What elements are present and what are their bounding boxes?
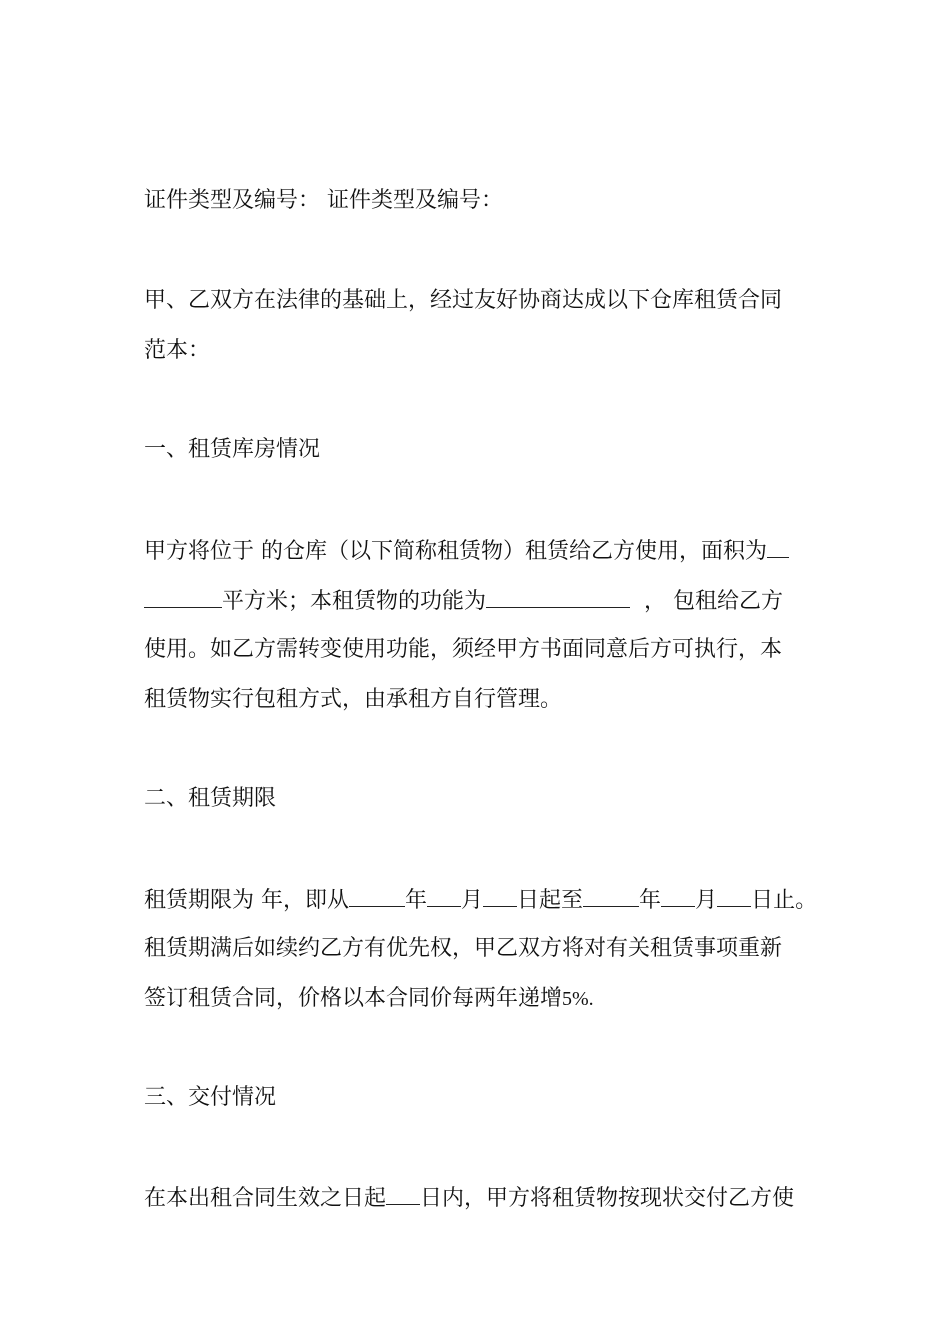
section-3-heading: 三、交付情况 xyxy=(144,1085,277,1110)
section-1-line-4: 租赁物实行包租方式，由承租方自行管理。 xyxy=(144,687,563,712)
end-year-label: 年 xyxy=(639,888,662,913)
function-blank xyxy=(486,585,630,608)
section-2-line-2: 租赁期满后如续约乙方有优先权，甲乙双方将对有关租赁事项重新 xyxy=(144,936,783,961)
intro-line-1: 甲、乙双方在法律的基础上，经过友好协商达成以下仓库租赁合同 xyxy=(144,288,783,313)
term-text: 租赁期限为 年，即从 xyxy=(144,888,349,913)
section-1-line-2-text-b: ， 包租给乙方 xyxy=(644,589,784,614)
end-day-blank xyxy=(717,884,751,907)
section-1-heading: 一、租赁库房情况 xyxy=(144,437,321,462)
section-1-line-1 xyxy=(144,535,824,567)
section-1-line-2-text-a: 平方米；本租赁物的功能为 xyxy=(222,589,487,614)
increase-rate: 5%. xyxy=(562,988,594,1010)
area-blank xyxy=(144,585,222,608)
section-1-line-2 xyxy=(144,585,824,617)
delivery-days-blank xyxy=(386,1182,420,1205)
start-day-label: 日起至 xyxy=(517,888,584,913)
section-1-line-3: 使用。如乙方需转变使用功能，须经甲方书面同意后方可执行，本 xyxy=(144,637,783,662)
start-year-blank xyxy=(349,884,405,907)
id-type-line: 证件类型及编号： 证件类型及编号： xyxy=(144,188,503,213)
delivery-text-b: 日内，甲方将租赁物按现状交付乙方使 xyxy=(420,1186,795,1211)
end-month-blank xyxy=(661,884,695,907)
increase-text: 签订租赁合同，价格以本合同价每两年递增 xyxy=(144,986,563,1011)
intro-line-2: 范本： xyxy=(144,338,211,363)
section-2-line-3 xyxy=(144,984,824,1014)
end-month-label: 月 xyxy=(695,888,718,913)
start-year-label: 年 xyxy=(405,888,428,913)
section-2-line-1 xyxy=(144,884,844,916)
section-2-heading: 二、租赁期限 xyxy=(144,786,277,811)
section-3-line-1 xyxy=(144,1182,824,1214)
delivery-text-a: 在本出租合同生效之日起 xyxy=(144,1186,387,1211)
end-year-blank xyxy=(583,884,639,907)
area-blank-start xyxy=(767,535,789,558)
start-month-label: 月 xyxy=(461,888,484,913)
section-1-line-1-text: 甲方将位于 的仓库（以下简称租赁物）租赁给乙方使用，面积为 xyxy=(144,539,767,564)
end-day-label: 日止。 xyxy=(751,888,818,913)
start-day-blank xyxy=(483,884,517,907)
start-month-blank xyxy=(427,884,461,907)
